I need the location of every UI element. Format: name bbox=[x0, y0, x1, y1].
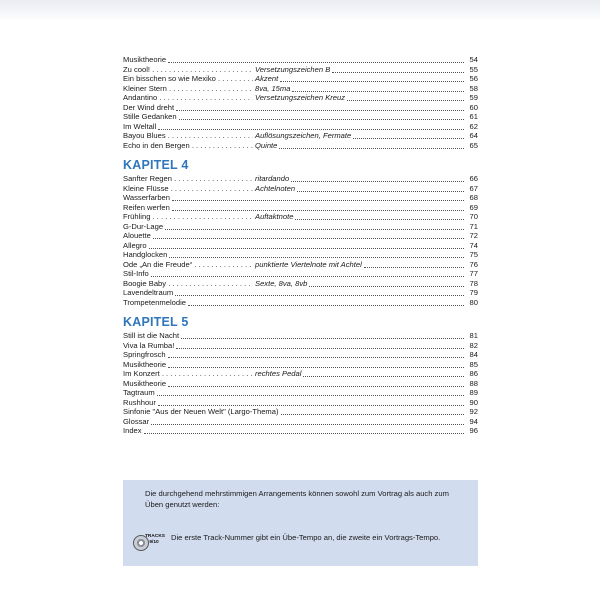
toc-entry bbox=[123, 331, 478, 341]
toc-entry-page: 60 bbox=[469, 102, 478, 112]
toc-entry bbox=[123, 298, 478, 308]
dot-leader bbox=[144, 427, 464, 434]
toc-entry-page: 64 bbox=[469, 131, 478, 140]
toc-entry-title bbox=[123, 288, 173, 298]
toc-entry-topic: Akzent bbox=[255, 74, 279, 83]
toc-entry-topic: ritardando bbox=[255, 174, 290, 183]
toc-entry-topic: punktierte Viertelnote mit Achtel bbox=[255, 259, 362, 269]
toc-entry-page: 66 bbox=[469, 174, 478, 183]
toc-entry-title-text: Viva la Rumba! bbox=[123, 340, 175, 350]
toc-entry-title bbox=[123, 331, 179, 341]
dot-leader bbox=[151, 418, 464, 425]
toc-entry-title-text: Frühling bbox=[123, 212, 151, 221]
toc-entry-page: 67 bbox=[469, 183, 478, 193]
toc-entry-title bbox=[123, 360, 166, 370]
toc-entry-title-text: Stil-Info bbox=[123, 269, 149, 278]
toc-entry-topic: rechtes Pedal bbox=[255, 369, 302, 378]
dot-leader bbox=[280, 75, 464, 82]
dot-leader bbox=[176, 342, 464, 349]
toc-entry-page: 77 bbox=[469, 269, 478, 278]
dot-leader bbox=[188, 299, 464, 306]
dot-leader bbox=[364, 261, 464, 268]
toc-entry-page: 72 bbox=[469, 231, 478, 240]
toc-entry-title bbox=[123, 193, 170, 203]
dot-leader bbox=[168, 380, 464, 387]
toc-entry-title bbox=[123, 269, 149, 279]
toc-entry bbox=[123, 360, 478, 370]
toc-entry-page: 85 bbox=[469, 359, 478, 369]
toc-entry bbox=[123, 212, 478, 222]
toc-entry-page: 70 bbox=[469, 212, 478, 221]
toc-entry-page: 96 bbox=[469, 426, 478, 435]
toc-entry-page: 61 bbox=[469, 112, 478, 121]
toc-entry-title-text: Trompetenmelodie bbox=[123, 297, 187, 307]
toc-entry-page: 78 bbox=[469, 278, 478, 288]
toc-entry-title-text: Lavendeltraum bbox=[123, 288, 174, 297]
dot-leader bbox=[291, 175, 464, 182]
toc-entry-title bbox=[123, 222, 163, 232]
toc-entry-page: 76 bbox=[469, 259, 478, 269]
toc-entry-title-text: G-Dur-Lage bbox=[123, 221, 164, 231]
dot-leader bbox=[168, 56, 464, 63]
toc-entry-page: 69 bbox=[469, 202, 478, 212]
toc-entry-title bbox=[123, 122, 156, 132]
toc-entry bbox=[123, 131, 478, 141]
toc-entry-page: 74 bbox=[469, 240, 478, 250]
toc-entry-title bbox=[123, 174, 253, 184]
toc-entry-page: 59 bbox=[469, 93, 478, 102]
toc-entry bbox=[123, 369, 478, 379]
toc-entry-topic: Sexte, 8va, 8vb bbox=[255, 278, 308, 288]
tracks-badge-line2: 9/10 bbox=[149, 540, 159, 545]
toc-entry-title-text: Ode „An die Freude“ bbox=[123, 259, 193, 269]
dot-leader bbox=[158, 399, 464, 406]
toc-section bbox=[123, 55, 478, 150]
toc-entry-title bbox=[123, 65, 253, 75]
toc-entry-title-text: Zu cool! bbox=[123, 64, 151, 74]
dot-leader bbox=[353, 132, 464, 139]
toc-entry bbox=[123, 260, 478, 270]
toc-entry bbox=[123, 122, 478, 132]
toc-entry-title bbox=[123, 241, 147, 251]
dot-leader bbox=[172, 194, 464, 201]
toc-entry-title bbox=[123, 103, 174, 113]
dot-leader bbox=[297, 185, 464, 192]
dot-leader bbox=[168, 351, 464, 358]
toc-entry-page: 92 bbox=[469, 407, 478, 416]
toc-entry-page: 54 bbox=[469, 55, 478, 64]
toc-entry-title-text: Kleiner Stern bbox=[123, 83, 167, 93]
info-intro-text: Die durchgehend mehrstimmigen Arrangements können sowohl zum Vortrag als auch zum Üben genutzt werden: bbox=[145, 489, 449, 509]
toc-entry-title bbox=[123, 250, 167, 260]
toc-entry-title-text: Still ist die Nacht bbox=[123, 331, 180, 340]
toc-entry-title-text: Springfrosch bbox=[123, 350, 166, 359]
toc-entry-topic: Auftaktnote bbox=[255, 212, 294, 221]
tracks-badge-line1: TRACKS bbox=[145, 534, 165, 539]
toc-entry-title bbox=[123, 93, 253, 103]
toc-entry bbox=[123, 407, 478, 417]
toc-entry-title-text: Tagtraum bbox=[123, 388, 155, 397]
toc-entry-page: 80 bbox=[469, 297, 478, 307]
toc-entry-title-text: Reifen werfen bbox=[123, 202, 170, 212]
toc-entry bbox=[123, 388, 478, 398]
toc-entry-title bbox=[123, 141, 253, 151]
toc-entry-page: 71 bbox=[469, 221, 478, 231]
toc-entry-title-text: Wasserfarben bbox=[123, 193, 170, 202]
dot-leader bbox=[279, 142, 464, 149]
toc-entry-title bbox=[123, 369, 253, 379]
toc-entry-title-text: Rushhour bbox=[123, 397, 156, 407]
dot-leader bbox=[309, 280, 464, 287]
toc-entry bbox=[123, 84, 478, 94]
toc-entry-title-text: Echo in den Bergen bbox=[123, 140, 190, 150]
tracks-cd-icon bbox=[133, 532, 163, 552]
toc-entry-page: 62 bbox=[469, 121, 478, 131]
toc-entry bbox=[123, 250, 478, 260]
toc-entry bbox=[123, 174, 478, 184]
toc-entry-title bbox=[123, 212, 253, 222]
toc-entry-title-text: Alouette bbox=[123, 231, 151, 240]
toc-entry-title-text: Musiktheorie bbox=[123, 359, 167, 369]
toc-entry bbox=[123, 184, 478, 194]
toc-entry-page: 55 bbox=[469, 64, 478, 74]
info-box bbox=[123, 480, 478, 566]
toc-entry-title bbox=[123, 131, 253, 141]
toc-entry-page: 90 bbox=[469, 397, 478, 407]
dot-leader bbox=[181, 332, 464, 339]
toc-entry-title-text: Index bbox=[123, 426, 142, 435]
toc-entry-page: 94 bbox=[469, 416, 478, 426]
toc-entry-page: 81 bbox=[469, 331, 478, 340]
dot-leader bbox=[332, 66, 464, 73]
toc-entry-topic: Auflösungszeichen, Fermate bbox=[255, 131, 352, 140]
toc-entry-title-text: Sanfter Regen bbox=[123, 174, 172, 183]
toc-entry-page: 82 bbox=[469, 340, 478, 350]
toc-entry-page: 75 bbox=[469, 250, 478, 259]
chapter-heading: KAPITEL 4 bbox=[123, 158, 189, 172]
toc-entry-title bbox=[123, 407, 279, 417]
toc-entry-topic: Versetzungszeichen Kreuz bbox=[255, 93, 346, 102]
page-top-edge bbox=[0, 0, 600, 22]
toc-entry-page: 84 bbox=[469, 350, 478, 359]
toc-entry-title bbox=[123, 84, 253, 94]
toc-entry-title bbox=[123, 417, 149, 427]
toc-entry-title-text: Allegro bbox=[123, 240, 147, 250]
toc-entry-title bbox=[123, 231, 151, 241]
table-of-contents bbox=[123, 55, 478, 444]
toc-entry bbox=[123, 65, 478, 75]
dot-leader bbox=[153, 232, 464, 239]
toc-entry-topic: Achtelnoten bbox=[255, 183, 296, 193]
toc-entry bbox=[123, 231, 478, 241]
dot-leader bbox=[303, 370, 464, 377]
dot-leader bbox=[168, 361, 464, 368]
toc-entry bbox=[123, 193, 478, 203]
toc-entry-topic: Versetzungszeichen B bbox=[255, 64, 331, 74]
toc-entry-page: 56 bbox=[469, 74, 478, 83]
dot-leader bbox=[157, 389, 464, 396]
toc-entry-title-text: Musiktheorie bbox=[123, 55, 167, 64]
dot-leader bbox=[175, 289, 464, 296]
toc-entry-title bbox=[123, 341, 174, 351]
toc-entry-title bbox=[123, 74, 253, 84]
toc-entry-title bbox=[123, 279, 253, 289]
info-note-text: Die erste Track-Nummer gibt ein Übe-Tempo an, die zweite ein Vortrags-Tempo. bbox=[171, 533, 441, 542]
toc-entry-page: 79 bbox=[469, 288, 478, 297]
dot-leader bbox=[149, 242, 464, 249]
toc-entry-page: 88 bbox=[469, 378, 478, 388]
toc-section bbox=[123, 158, 478, 307]
toc-entry-title-text: Handglocken bbox=[123, 250, 168, 259]
toc-entry-title-text: Sinfonie "Aus der Neuen Welt" (Largo-Thema) bbox=[123, 407, 279, 416]
toc-section bbox=[123, 315, 478, 436]
toc-entry bbox=[123, 93, 478, 103]
toc-entry-title bbox=[123, 388, 155, 398]
toc-entry-title-text: Musiktheorie bbox=[123, 378, 167, 388]
toc-entry-title bbox=[123, 55, 166, 65]
toc-entry-title-text: Ein bisschen so wie Mexiko bbox=[123, 74, 216, 83]
toc-entry-title-text: Bayou Blues bbox=[123, 131, 166, 140]
toc-entry-title bbox=[123, 203, 170, 213]
dot-leader bbox=[176, 104, 464, 111]
dot-leader bbox=[169, 251, 464, 258]
toc-entry bbox=[123, 141, 478, 151]
toc-entry bbox=[123, 55, 478, 65]
toc-entry bbox=[123, 74, 478, 84]
dot-leader bbox=[281, 408, 464, 415]
chapter-heading: KAPITEL 5 bbox=[123, 315, 189, 329]
toc-entry-title bbox=[123, 298, 186, 308]
dot-leader bbox=[151, 270, 464, 277]
toc-entry bbox=[123, 379, 478, 389]
toc-entry-title-text: Glossar bbox=[123, 416, 150, 426]
toc-entry bbox=[123, 203, 478, 213]
toc-entry bbox=[123, 222, 478, 232]
toc-entry-title bbox=[123, 379, 166, 389]
toc-entry-title bbox=[123, 184, 253, 194]
toc-entry bbox=[123, 398, 478, 408]
toc-entry bbox=[123, 279, 478, 289]
toc-entry-page: 68 bbox=[469, 193, 478, 202]
toc-entry bbox=[123, 417, 478, 427]
dot-leader bbox=[158, 123, 464, 130]
toc-entry-title-text: Im Konzert bbox=[123, 369, 160, 378]
toc-entry-title bbox=[123, 350, 166, 360]
toc-entry-page: 89 bbox=[469, 388, 478, 397]
toc-entry-title-text: Im Weltall bbox=[123, 121, 157, 131]
toc-entry-title bbox=[123, 398, 156, 408]
toc-entry-page: 58 bbox=[469, 83, 478, 93]
dot-leader bbox=[172, 204, 464, 211]
toc-entry bbox=[123, 112, 478, 122]
dot-leader bbox=[295, 213, 464, 220]
toc-entry-title-text: Kleine Flüsse bbox=[123, 183, 169, 193]
dot-leader bbox=[292, 85, 464, 92]
toc-entry-title-text: Stille Gedanken bbox=[123, 112, 177, 121]
toc-entry bbox=[123, 426, 478, 436]
toc-entry-title bbox=[123, 112, 177, 122]
toc-entry-title-text: Andantino bbox=[123, 93, 158, 102]
tracks-badge-label bbox=[145, 534, 163, 546]
toc-entry-title bbox=[123, 426, 142, 436]
toc-entry-topic: Quinte bbox=[255, 140, 278, 150]
toc-entry-title-text: Der Wind dreht bbox=[123, 102, 175, 112]
toc-entry-page: 86 bbox=[469, 369, 478, 378]
dot-leader bbox=[179, 113, 464, 120]
toc-entry bbox=[123, 350, 478, 360]
dot-leader bbox=[347, 94, 464, 101]
toc-entry-page: 65 bbox=[469, 140, 478, 150]
toc-entry bbox=[123, 103, 478, 113]
toc-entry-title-text: Boogie Baby bbox=[123, 278, 167, 288]
toc-entry bbox=[123, 269, 478, 279]
toc-entry bbox=[123, 341, 478, 351]
toc-entry bbox=[123, 241, 478, 251]
dot-leader bbox=[165, 223, 464, 230]
toc-entry-topic: 8va, 15ma bbox=[255, 83, 291, 93]
toc-entry bbox=[123, 288, 478, 298]
toc-entry-title bbox=[123, 260, 253, 270]
